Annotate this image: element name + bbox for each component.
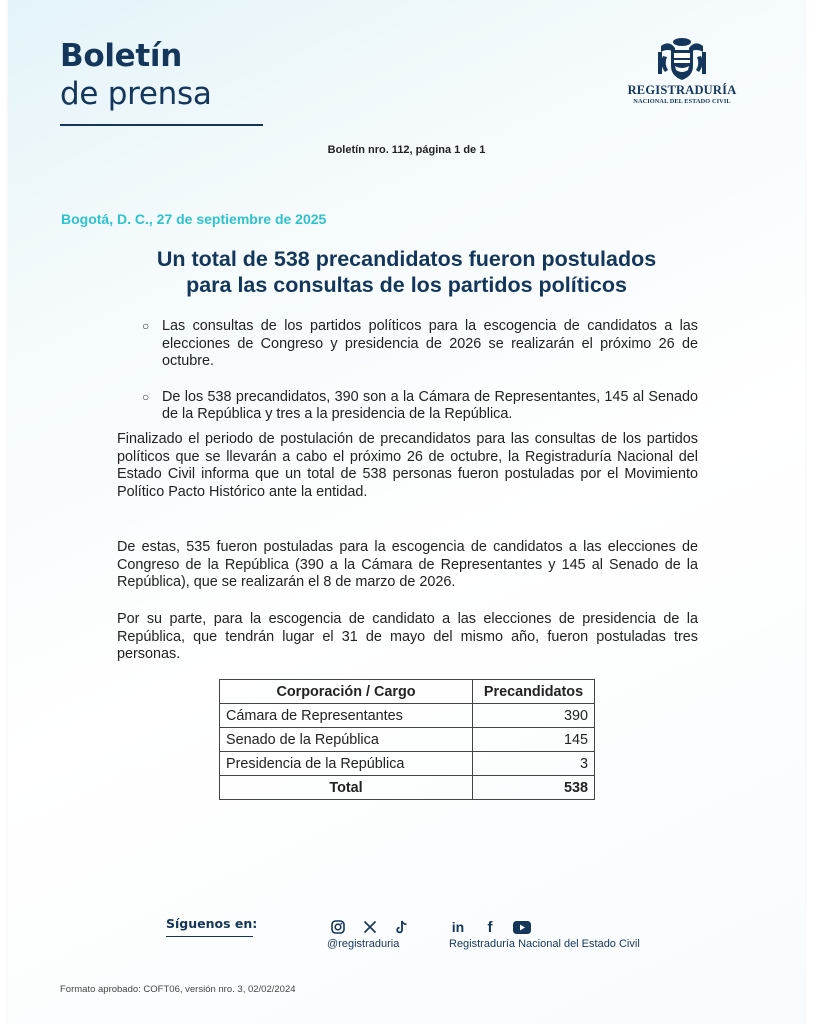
total-value: 538 (473, 776, 595, 800)
format-note: Formato aprobado: COFT06, versión nro. 3, 02/02/2024 (60, 984, 296, 995)
table-cell: 145 (473, 728, 595, 752)
body-paragraph: Por su parte, para la escogencia de candidato a las elecciones de presidencia de la República, que tendrán lugar el 31 de mayo del mismo año, fueron postuladas tres personas. (117, 611, 698, 662)
table-row (220, 728, 595, 752)
brand-title: Boletín (60, 38, 182, 74)
bullet-circle-icon: ○ (142, 389, 150, 404)
headline (98, 246, 715, 298)
dateline: Bogotá, D. C., 27 de septiembre de 2025 (61, 211, 327, 227)
facebook-icon[interactable]: f (487, 918, 493, 936)
tiktok-icon[interactable] (393, 918, 411, 936)
headline-line-1: Un total de 538 precandidatos fueron postulados (156, 247, 657, 271)
x-icon[interactable] (361, 918, 379, 936)
total-label: Total (220, 776, 473, 800)
table-cell: 390 (473, 704, 595, 728)
youtube-icon[interactable] (513, 918, 531, 936)
bullet-item (142, 389, 698, 424)
instagram-icon[interactable] (329, 918, 347, 936)
column-header: Precandidatos (473, 680, 595, 704)
table-row (220, 752, 595, 776)
bullet-item (142, 318, 698, 371)
follow-us-label: Síguenos en: (166, 916, 258, 931)
table-cell: Cámara de Representantes (220, 704, 473, 728)
bullet-text: Las consultas de los partidos políticos para la escogencia de candidatos a las elecciones de Congreso y presidencia de 2026 se realizarán el próximo 26 de octubre. (162, 318, 698, 369)
body-paragraph: De estas, 535 fueron postuladas para la escogencia de candidatos a las elecciones de Congreso de la República (390 a la Cámara de Representantes y 145 al Senado de la República), que se realizarán el 8 de marzo de 2026. (117, 539, 698, 590)
headline-line-2: para las consultas de los partidos políticos (186, 273, 627, 297)
summary-bullets (142, 318, 698, 442)
logo-name: REGISTRADURÍA (627, 83, 737, 97)
bullet-circle-icon: ○ (142, 319, 150, 333)
brand-subtitle: de prensa (60, 76, 212, 112)
linkedin-icon[interactable]: in (451, 919, 465, 935)
social-icons-left (329, 918, 411, 936)
table-total-row (220, 776, 595, 800)
social-handle[interactable]: @registraduria (327, 938, 400, 950)
table-row (220, 704, 595, 728)
registraduria-logo (622, 36, 742, 105)
coat-of-arms-icon (655, 36, 709, 82)
press-bulletin-page (8, 0, 805, 1024)
column-header: Corporación / Cargo (220, 680, 473, 704)
logo-subtitle: NACIONAL DEL ESTADO CIVIL (633, 98, 731, 105)
follow-underline (166, 936, 253, 937)
bulletin-number: Boletín nro. 112, página 1 de 1 (327, 144, 486, 156)
table-cell: Senado de la República (220, 728, 473, 752)
social-icons-right (449, 918, 531, 936)
bullet-text: De los 538 precandidatos, 390 son a la Cámara de Representantes, 145 al Senado de la República y tres a la presidencia de la República. (162, 388, 698, 422)
table-cell: Presidencia de la República (220, 752, 473, 776)
brand-underline (60, 124, 263, 126)
institution-name[interactable]: Registraduría Nacional del Estado Civil (449, 938, 640, 950)
precandidates-table (219, 679, 595, 800)
table-cell: 3 (473, 752, 595, 776)
table-header-row (220, 680, 595, 704)
body-paragraph: Finalizado el periodo de postulación de precandidatos para las consultas de los partidos políticos que se llevarán a cabo el próximo 26 de octubre, la Registraduría Nacional del Estado Civil informa que un total de 538 personas fueron postuladas por el Movimiento Político Pacto Histórico ante la entidad. (117, 431, 698, 500)
